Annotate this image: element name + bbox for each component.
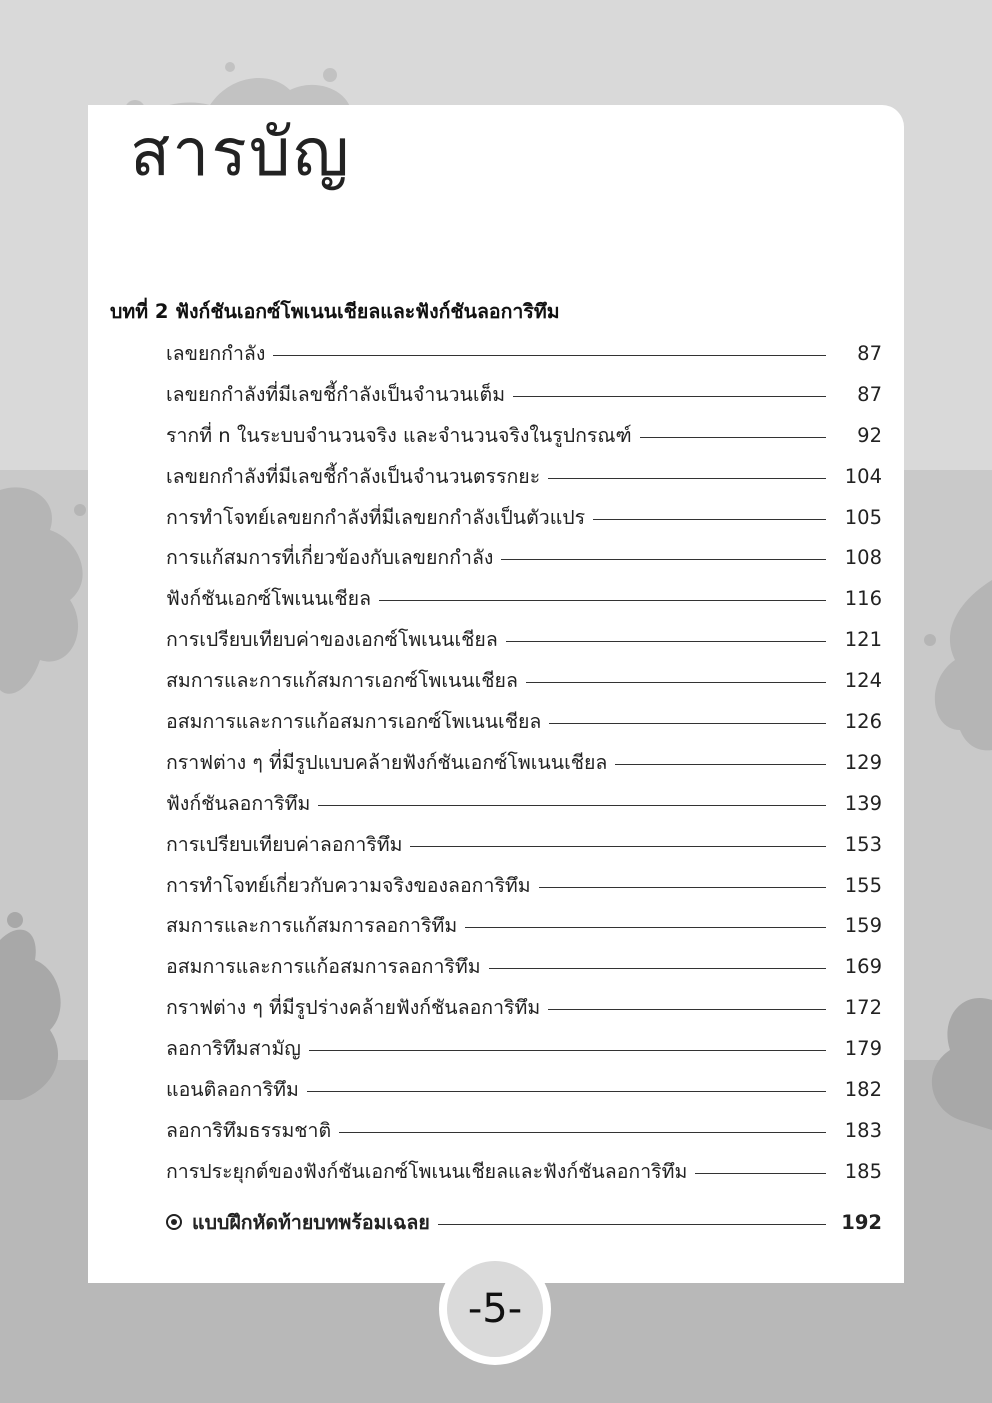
toc-leader-line	[489, 968, 826, 969]
toc-entry[interactable]	[166, 1033, 882, 1074]
toc-entry[interactable]	[166, 747, 882, 788]
toc-entry-label: เลขยกกำลัง	[166, 342, 266, 365]
toc-leader-line	[273, 355, 826, 356]
toc-entry-label: อสมการและการแก้อสมการลอการิทึม	[166, 955, 481, 979]
toc-entry-page: 185	[844, 1159, 882, 1183]
toc-leader-line	[501, 559, 826, 560]
page-title: สารบัญ	[130, 114, 351, 191]
toc-entry-label: ลอการิทึมธรรมชาติ	[166, 1118, 332, 1142]
toc-entry[interactable]	[166, 542, 882, 583]
toc-entry-page: 172	[844, 996, 882, 1020]
toc-entry-page: 92	[857, 423, 882, 447]
toc-entry-label	[166, 1207, 430, 1238]
toc-entry-label: สมการและการแก้สมการเอกซ์โพเนนเชียล	[166, 669, 518, 693]
toc-entry[interactable]	[166, 379, 882, 420]
toc-entry-label: ฟังก์ชันเอกซ์โพเนนเชียล	[166, 587, 372, 611]
page-number: -5-	[447, 1261, 543, 1357]
ink-splash-bottom-left	[0, 900, 100, 1100]
toc-entry-page: 116	[844, 587, 882, 611]
toc-leader-line	[379, 600, 826, 601]
toc-entry[interactable]	[166, 1156, 882, 1197]
toc-entry-label: กราฟต่าง ๆ ที่มีรูปร่างคล้ายฟังก์ชันลอการิทึม	[166, 996, 541, 1020]
toc-entry-label: เลขยกกำลังที่มีเลขชี้กำลังเป็นจำนวนตรรกยะ	[166, 464, 541, 488]
ink-splash-right	[900, 580, 992, 760]
toc-leader-line	[640, 437, 826, 438]
toc-leader-line	[438, 1224, 826, 1225]
toc-leader-line	[309, 1050, 826, 1051]
chapter-heading: บทที่ 2 ฟังก์ชันเอกซ์โพเนนเชียลและฟังก์ชันลอการิทึม	[110, 300, 560, 323]
toc-entry-page: 126	[844, 710, 882, 734]
toc-entry-page: 129	[844, 750, 882, 774]
toc-entry-exercise[interactable]	[166, 1207, 882, 1248]
toc-entry-label: กราฟต่าง ๆ ที่มีรูปแบบคล้ายฟังก์ชันเอกซ์โพเนนเชียล	[166, 750, 608, 774]
toc-entry[interactable]	[166, 1074, 882, 1115]
toc-entry-page: 153	[844, 832, 882, 856]
toc-entry[interactable]	[166, 992, 882, 1033]
page-number-badge	[439, 1253, 551, 1365]
toc-leader-line	[593, 519, 826, 520]
table-of-contents	[166, 338, 882, 1248]
ink-splash-bottom-right	[900, 990, 992, 1130]
toc-leader-line	[513, 396, 826, 397]
toc-entry-page: 87	[857, 382, 882, 406]
toc-leader-line	[339, 1132, 826, 1133]
toc-entry-page: 87	[857, 342, 882, 365]
target-bullet-icon	[166, 1214, 182, 1230]
toc-entry[interactable]	[166, 665, 882, 706]
toc-leader-line	[548, 478, 826, 479]
toc-entry[interactable]	[166, 829, 882, 870]
toc-entry-page: 182	[844, 1078, 882, 1102]
toc-entry-label: ลอการิทึมสามัญ	[166, 1037, 301, 1061]
toc-entry-label: การเปรียบเทียบค่าลอการิทึม	[166, 832, 403, 856]
toc-entry[interactable]	[166, 461, 882, 502]
toc-entry-page: 155	[844, 873, 882, 897]
toc-leader-line	[526, 682, 826, 683]
toc-entry[interactable]	[166, 951, 882, 992]
toc-entry-page: 192	[841, 1210, 882, 1234]
toc-entry-label: การทำโจทย์เกี่ยวกับความจริงของลอการิทึม	[166, 873, 531, 897]
toc-leader-line	[318, 805, 826, 806]
toc-entry-page: 108	[844, 546, 882, 570]
toc-entry[interactable]	[166, 870, 882, 911]
toc-entry-page: 179	[844, 1037, 882, 1061]
toc-entry-page: 139	[844, 791, 882, 815]
toc-entry-page: 105	[844, 505, 882, 529]
toc-leader-line	[506, 641, 826, 642]
toc-leader-line	[465, 927, 826, 928]
toc-entry[interactable]	[166, 788, 882, 829]
toc-leader-line	[549, 723, 826, 724]
exercise-label: แบบฝึกหัดท้ายบทพร้อมเฉลย	[192, 1210, 430, 1234]
toc-entry-page: 124	[844, 669, 882, 693]
toc-entry-label: สมการและการแก้สมการลอการิทึม	[166, 914, 458, 938]
toc-entry-page: 121	[844, 628, 882, 652]
toc-entry[interactable]	[166, 420, 882, 461]
toc-leader-line	[410, 846, 826, 847]
toc-entry-label: อสมการและการแก้อสมการเอกซ์โพเนนเชียล	[166, 710, 542, 734]
toc-leader-line	[307, 1091, 826, 1092]
toc-entry[interactable]	[166, 338, 882, 379]
toc-entry-page: 159	[844, 914, 882, 938]
toc-entry-label: การแก้สมการที่เกี่ยวข้องกับเลขยกกำลัง	[166, 546, 494, 570]
toc-entry-label: ฟังก์ชันลอการิทึม	[166, 791, 311, 815]
toc-entry-label: การเปรียบเทียบค่าของเอกซ์โพเนนเชียล	[166, 628, 498, 652]
toc-leader-line	[695, 1173, 826, 1174]
toc-entry[interactable]	[166, 502, 882, 543]
toc-leader-line	[539, 887, 826, 888]
toc-entry-label: รากที่ n ในระบบจำนวนจริง และจำนวนจริงในรูปกรณฑ์	[166, 423, 632, 447]
toc-entry-label: การประยุกต์ของฟังก์ชันเอกซ์โพเนนเชียลและฟังก์ชันลอการิทึม	[166, 1159, 688, 1183]
toc-entry-label: เลขยกกำลังที่มีเลขชี้กำลังเป็นจำนวนเต็ม	[166, 382, 506, 406]
toc-entry[interactable]	[166, 910, 882, 951]
toc-entry-page: 169	[844, 955, 882, 979]
toc-entry[interactable]	[166, 1115, 882, 1156]
toc-entry[interactable]	[166, 583, 882, 624]
toc-leader-line	[615, 764, 826, 765]
toc-entry[interactable]	[166, 624, 882, 665]
toc-entry-page: 183	[844, 1118, 882, 1142]
toc-entry-page: 104	[844, 464, 882, 488]
toc-entry-label: การทำโจทย์เลขยกกำลังที่มีเลขยกกำลังเป็นตัวแปร	[166, 505, 586, 529]
toc-leader-line	[548, 1009, 826, 1010]
toc-entry-label: แอนติลอการิทึม	[166, 1078, 299, 1102]
toc-entry[interactable]	[166, 706, 882, 747]
